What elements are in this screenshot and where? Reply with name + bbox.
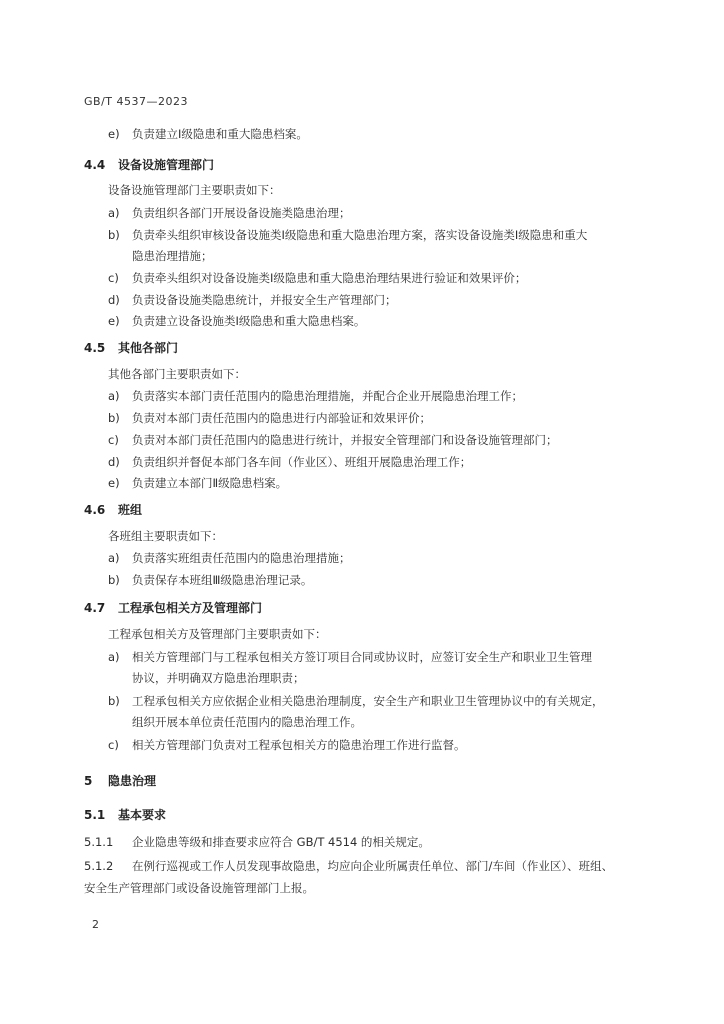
paragraph: 其他各部门主要职责如下：: [108, 367, 246, 381]
clause: 5.1.2 在例行巡视或工作人员发现事故隐患，均应向企业所属责任单位、部门/车间（作业区）、班组、: [84, 859, 614, 873]
section-heading: 4.5 其他各部门: [84, 341, 179, 355]
list-item: e) 负责建立设备设施类Ⅰ级隐患和重大隐患档案。: [108, 314, 366, 328]
list-item-continuation: 隐患治理措施；: [132, 249, 213, 263]
list-item: a) 负责组织各部门开展设备设施类隐患治理；: [108, 206, 351, 220]
list-item: b) 工程承包相关方应依据企业相关隐患治理制度，安全生产和职业卫生管理协议中的有关规定，: [108, 694, 604, 708]
paragraph: 工程承包相关方及管理部门主要职责如下：: [108, 627, 327, 641]
clause-continuation: 安全生产管理部门或设备设施管理部门上报。: [84, 881, 314, 895]
list-item: d) 负责设备设施类隐患统计，并报安全生产管理部门；: [108, 293, 397, 307]
page-number: 2: [92, 918, 99, 931]
list-item: d) 负责组织并督促本部门各车间（作业区）、班组开展隐患治理工作；: [108, 455, 472, 469]
section-heading: 4.7 工程承包相关方及管理部门: [84, 601, 263, 615]
list-item: b) 负责牵头组织审核设备设施类Ⅰ级隐患和重大隐患治理方案，落实设备设施类Ⅰ级隐患和重大: [108, 228, 588, 242]
list-item: b) 负责保存本班组Ⅲ级隐患治理记录。: [108, 573, 313, 587]
list-item: a) 负责落实本部门责任范围内的隐患治理措施，并配合企业开展隐患治理工作；: [108, 389, 523, 403]
list-item: a) 相关方管理部门与工程承包相关方签订项目合同或协议时，应签订安全生产和职业卫生管理: [108, 650, 592, 664]
clause: 5.1.1 企业隐患等级和排查要求应符合 GB/T 4514 的相关规定。: [84, 835, 430, 849]
list-item: e) 负责建立Ⅰ级隐患和重大隐患档案。: [108, 127, 308, 141]
list-item-continuation: 协议，并明确双方隐患治理职责；: [132, 671, 305, 685]
paragraph: 设备设施管理部门主要职责如下：: [108, 183, 281, 197]
list-item: b) 负责对本部门责任范围内的隐患进行内部验证和效果评价；: [108, 411, 431, 425]
section-heading: 4.4 设备设施管理部门: [84, 158, 215, 172]
chapter-heading: 5 隐患治理: [84, 774, 157, 788]
list-item: c) 相关方管理部门负责对工程承包相关方的隐患治理工作进行监督。: [108, 738, 466, 752]
list-item: e) 负责建立本部门Ⅱ级隐患档案。: [108, 476, 288, 490]
section-heading: 4.6 班组: [84, 503, 143, 517]
standard-code: GB/T 4537—2023: [84, 95, 188, 108]
list-item-continuation: 组织开展本单位责任范围内的隐患治理工作。: [132, 715, 362, 729]
section-heading: 5.1 基本要求: [84, 808, 167, 822]
list-item: c) 负责牵头组织对设备设施类Ⅰ级隐患和重大隐患治理结果进行验证和效果评价；: [108, 271, 527, 285]
list-item: c) 负责对本部门责任范围内的隐患进行统计，并报安全管理部门和设备设施管理部门；: [108, 433, 558, 447]
list-item: a) 负责落实班组责任范围内的隐患治理措施；: [108, 551, 351, 565]
paragraph: 各班组主要职责如下：: [108, 529, 223, 543]
